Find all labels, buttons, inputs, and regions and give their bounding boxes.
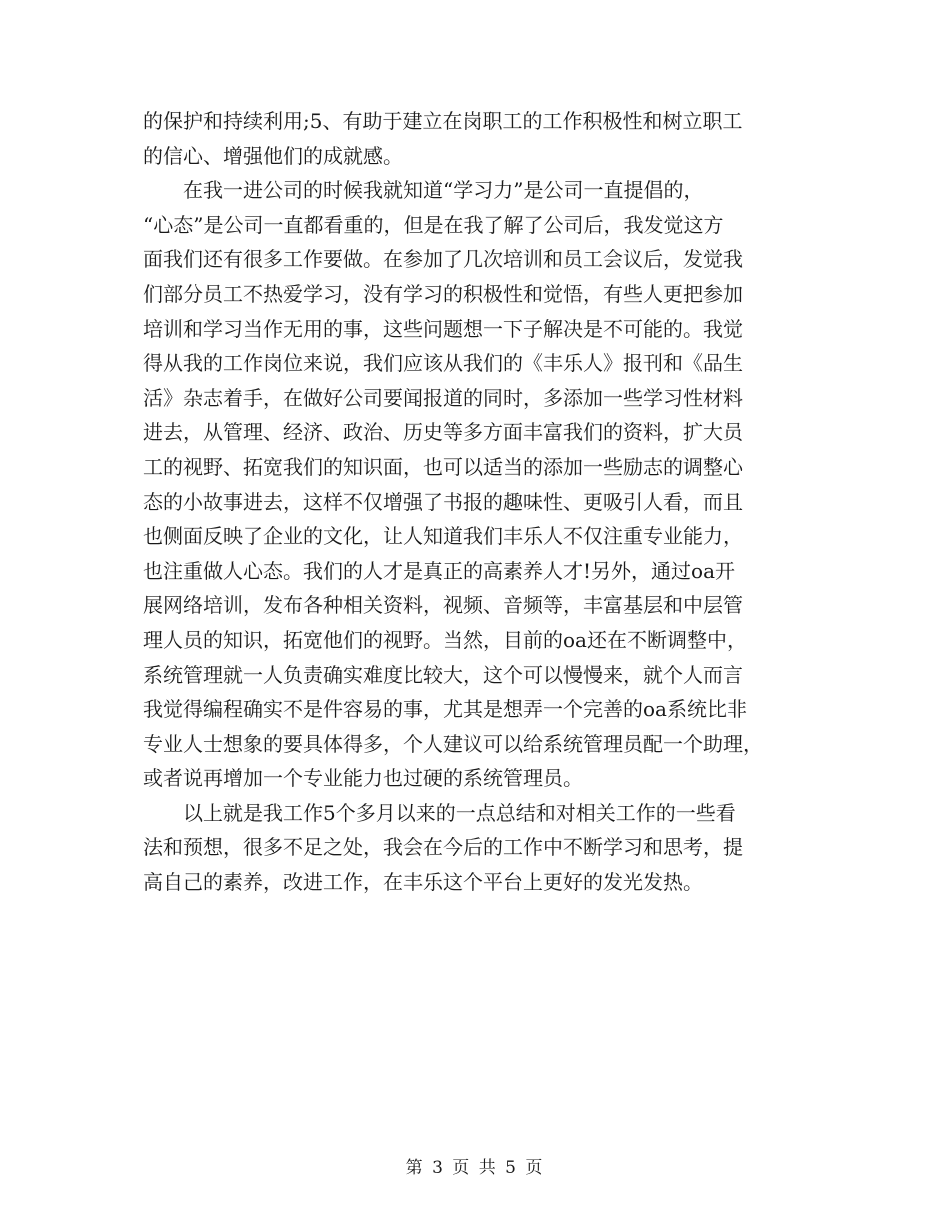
text-line: 活》杂志着手，在做好公司要闻报道的同时，多添加一些学习性材料 (143, 385, 743, 410)
text-line: 专业人士想象的要具体得多，个人建议可以给系统管理员配一个助理， (143, 731, 763, 756)
text-line: 的信心、增强他们的成就感。 (143, 143, 403, 168)
text-line: 的保护和持续利用;5、有助于建立在岗职工的工作积极性和树立职工 (143, 109, 743, 133)
text-line: 展网络培训，发布各种相关资料，视频、音频等，丰富基层和中层管 (143, 593, 743, 618)
text-line: 工的视野、拓宽我们的知识面，也可以适当的添加一些励志的调整心 (143, 454, 743, 479)
text-line: 在我一进公司的时候我就知道“学习力”是公司一直提倡的， (143, 178, 704, 203)
text-line: 系统管理就一人负责确实难度比较大，这个可以慢慢来，就个人而言 (143, 662, 743, 687)
text-line: 们部分员工不热爱学习，没有学习的积极性和觉悟，有些人更把参加 (143, 281, 743, 306)
text-line: 或者说再增加一个专业能力也过硬的系统管理员。 (143, 766, 583, 791)
text-line: 培训和学习当作无用的事，这些问题想一下子解决是不可能的。我觉 (143, 316, 743, 341)
text-line: “心态”是公司一直都看重的，但是在我了解了公司后，我发觉这方 (143, 212, 724, 237)
text-line: 以上就是我工作5个多月以来的一点总结和对相关工作的一些看 (143, 800, 736, 825)
text-line: 也注重做人心态。我们的人才是真正的高素养人才!另外，通过oa开 (143, 558, 736, 583)
document-body (143, 104, 811, 900)
text-line: 面我们还有很多工作要做。在参加了几次培训和员工会议后，发觉我 (143, 247, 743, 272)
text-line: 法和预想，很多不足之处，我会在今后的工作中不断学习和思考，提 (143, 835, 743, 860)
text-line: 态的小故事进去，这样不仅增强了书报的趣味性、更吸引人看，而且 (143, 489, 743, 514)
text-line: 高自己的素养，改进工作，在丰乐这个平台上更好的发光发热。 (143, 870, 703, 895)
text-line: 理人员的知识，拓宽他们的视野。当然，目前的oa还在不断调整中， (143, 627, 747, 652)
text-line: 也侧面反映了企业的文化，让人知道我们丰乐人不仅注重专业能力， (143, 524, 743, 549)
text-line: 进去，从管理、经济、政治、历史等多方面丰富我们的资料，扩大员 (143, 420, 743, 445)
text-line: 得从我的工作岗位来说，我们应该从我们的《丰乐人》报刊和《品生 (143, 351, 743, 376)
text-line: 我觉得编程确实不是件容易的事，尤其是想弄一个完善的oa系统比非 (143, 697, 747, 722)
page-number-footer: 第 3 页 共 5 页 (405, 1158, 545, 1178)
